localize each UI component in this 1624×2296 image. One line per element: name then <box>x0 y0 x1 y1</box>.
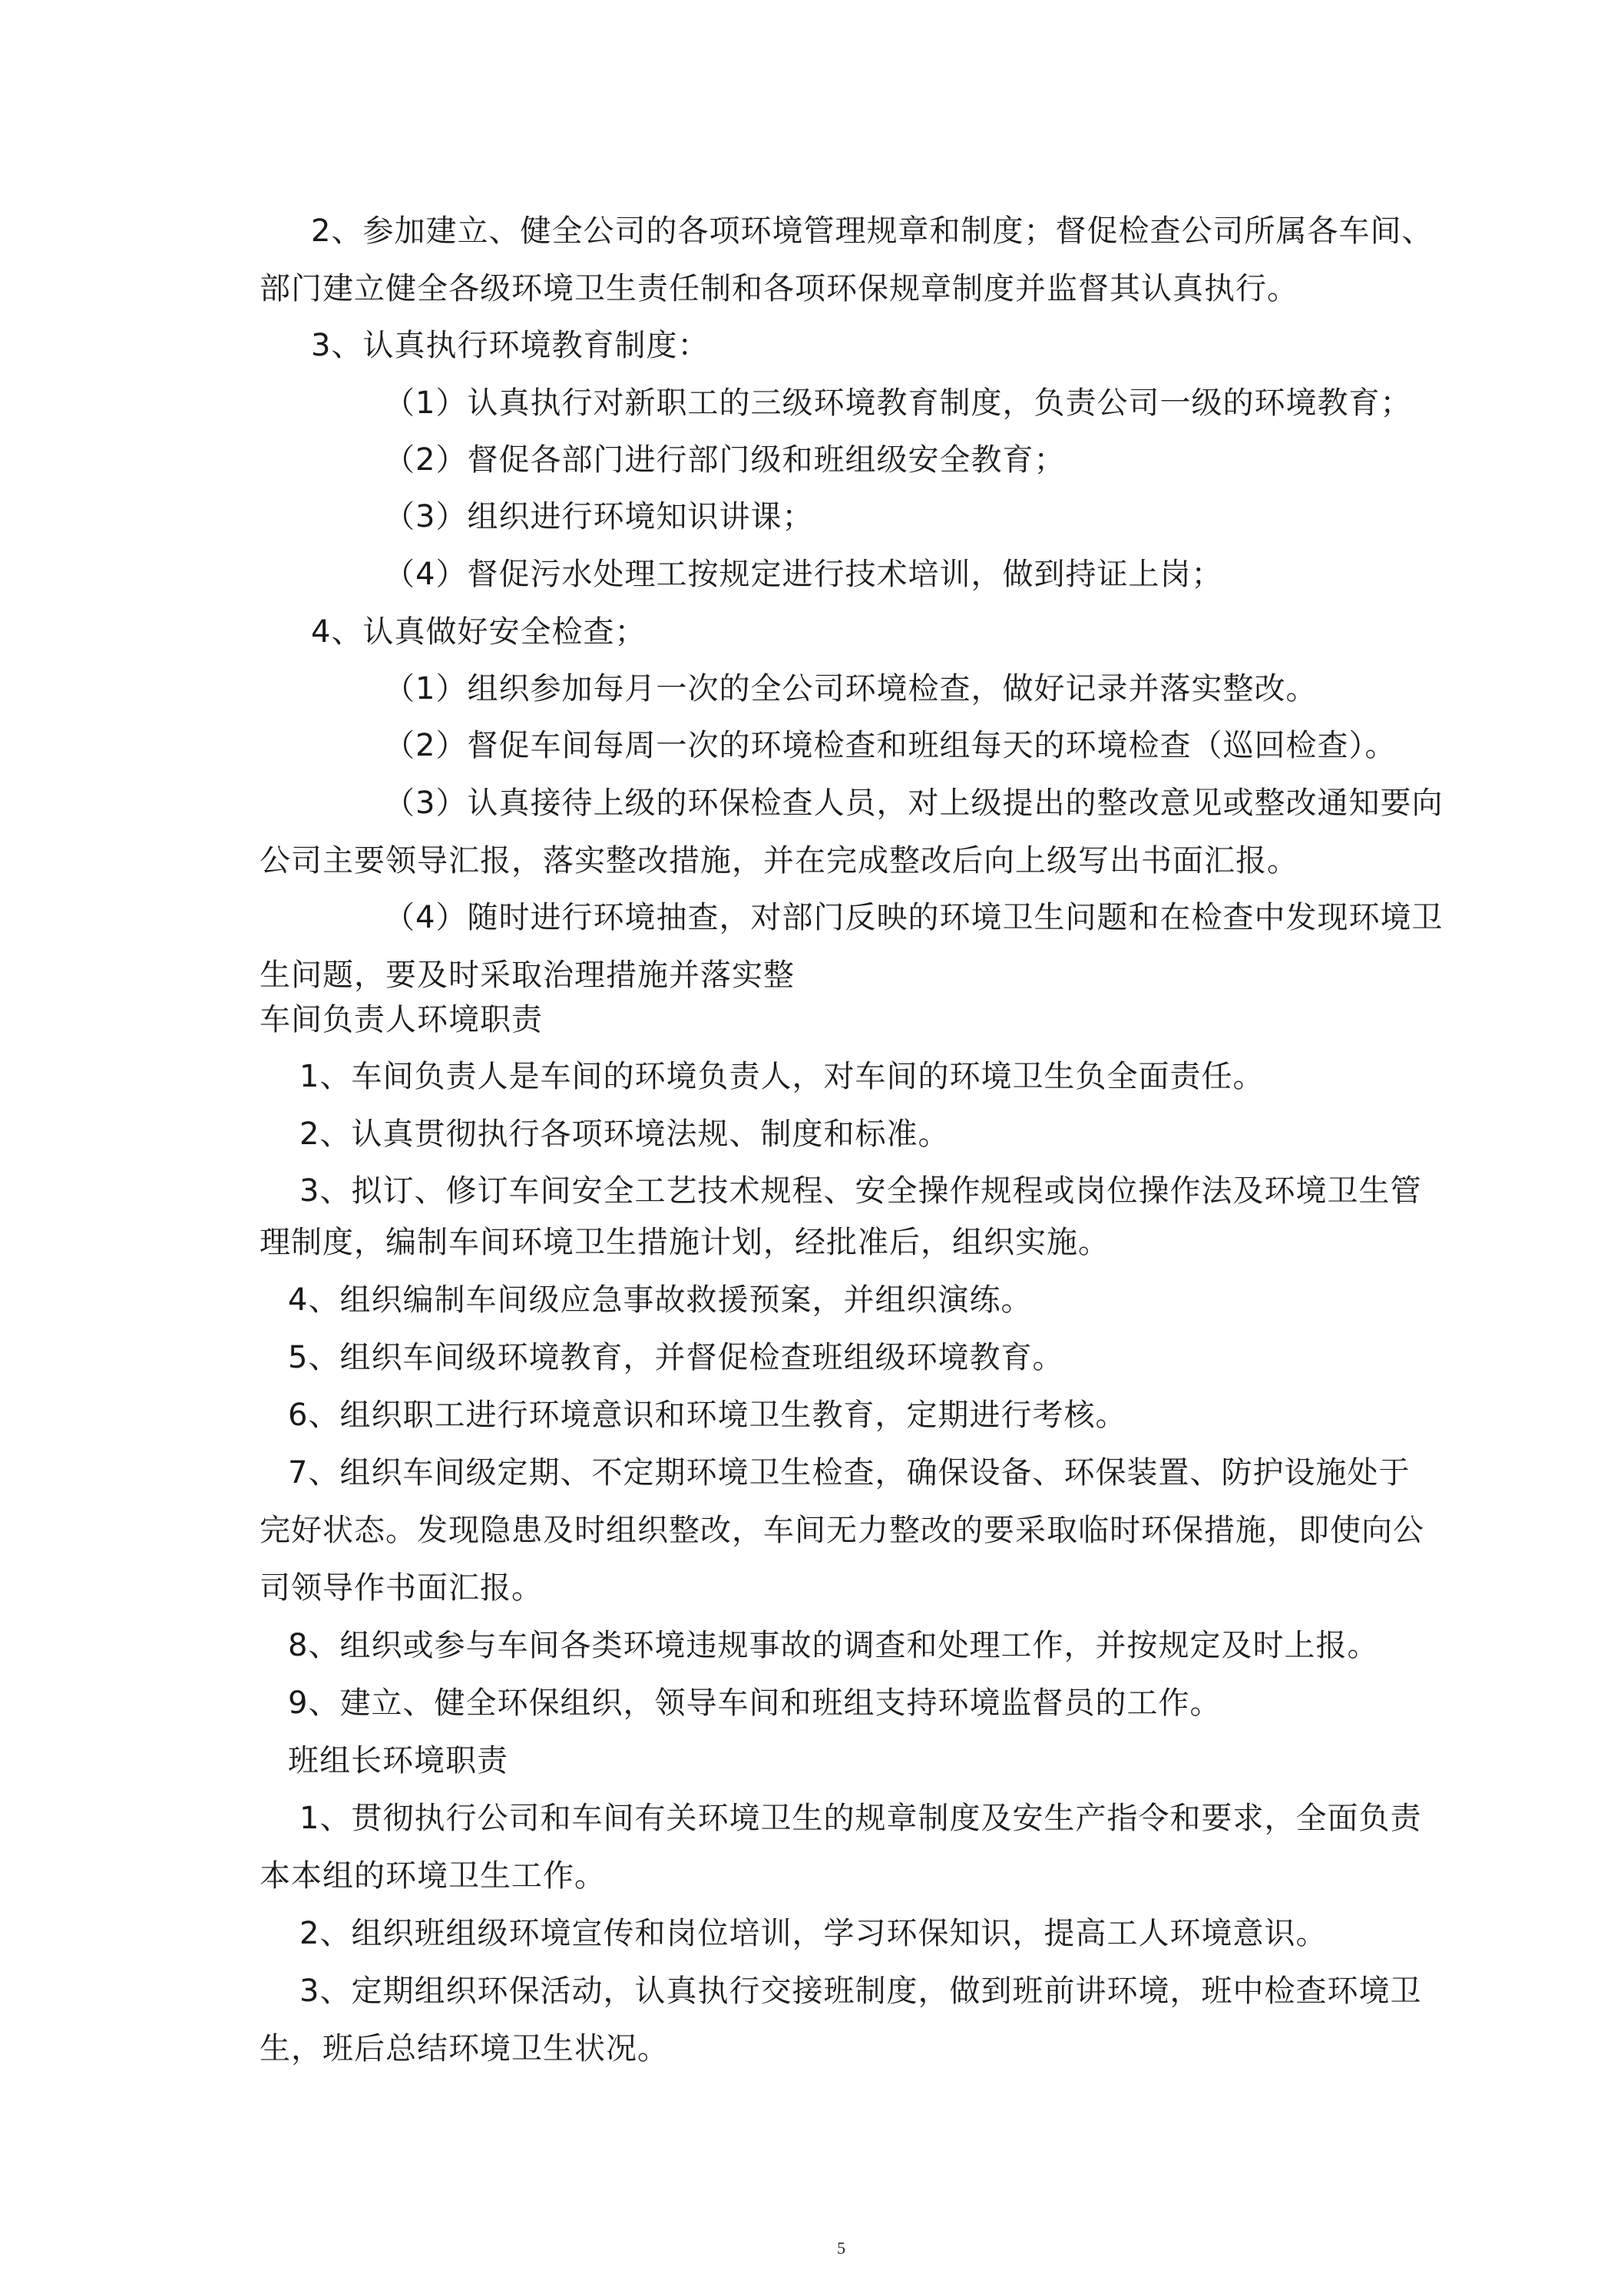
text-line-10: （2）督促车间每周一次的环境检查和班组每天的环境检查（巡回检查）。 <box>384 728 1397 763</box>
text-line-27: 9、建立、健全环保组织，领导车间和班组支持环境监督员的工作。 <box>288 1686 1222 1721</box>
heading-team-leader-responsibilities: 班组长环境职责 <box>288 1743 508 1778</box>
text-line-25: 司领导作书面汇报。 <box>260 1570 543 1606</box>
text-line-19: 理制度，编制车间环境卫生措施计划，经批准后，组织实施。 <box>260 1225 1110 1260</box>
text-line-18: 3、拟订、修订车间安全工艺技术规程、安全操作规程或岗位操作法及环境卫生管 <box>299 1173 1422 1209</box>
text-line-11: （3）认真接待上级的环保检查人员，对上级提出的整改意见或整改通知要向 <box>384 786 1444 821</box>
text-line-31: 2、组织班组级环境宣传和岗位培训，学习环保知识，提高工人环境意识。 <box>299 1916 1328 1951</box>
text-line-12: 公司主要领导汇报，落实整改措施，并在完成整改后向上级写出书面汇报。 <box>260 843 1298 878</box>
text-line-30: 本本组的环境卫生工作。 <box>260 1858 606 1894</box>
text-line-14: 生问题，要及时采取治理措施并落实整 <box>260 958 795 993</box>
text-line-7: （4）督促污水处理工按规定进行技术培训，做到持证上岗； <box>384 557 1223 592</box>
text-line-17: 2、认真贯彻执行各项环境法规、制度和标准。 <box>299 1117 950 1152</box>
text-line-24: 完好状态。发现隐患及时组织整改，车间无力整改的要采取临时环保措施，即使向公 <box>260 1513 1424 1548</box>
text-line-16: 1、车间负责人是车间的环境负责人，对车间的环境卫生负全面责任。 <box>299 1059 1265 1094</box>
text-line-29: 1、贯彻执行公司和车间有关环境卫生的规章制度及安生产指令和要求，全面负责 <box>299 1801 1422 1836</box>
heading-workshop-responsibilities: 车间负责人环境职责 <box>260 1002 543 1037</box>
text-line-23: 7、组织车间级定期、不定期环境卫生检查，确保设备、环保装置、防护设施处于 <box>288 1455 1411 1490</box>
text-line-9: （1）组织参加每月一次的全公司环境检查，做好记录并落实整改。 <box>384 671 1318 706</box>
text-line-21: 5、组织车间级环境教育，并督促检查班组级环境教育。 <box>288 1340 1064 1375</box>
text-line-13: （4）随时进行环境抽查，对部门反映的环境卫生问题和在检查中发现环境卫 <box>384 900 1444 935</box>
section-heading-3: 3、认真执行环境教育制度： <box>311 328 709 363</box>
text-line-5: （2）督促各部门进行部门级和班组级安全教育； <box>384 442 1066 478</box>
text-line-1: 2、参加建立、健全公司的各项环境管理规章和制度；督促检查公司所属各车间、 <box>311 213 1434 249</box>
text-line-2: 部门建立健全各级环境卫生责任制和各项环保规章制度并监督其认真执行。 <box>260 271 1298 306</box>
text-line-32: 3、定期组织环保活动，认真执行交接班制度，做到班前讲环境，班中检查环境卫 <box>299 1973 1422 2009</box>
section-heading-4: 4、认真做好安全检查； <box>311 614 647 650</box>
text-line-26: 8、组织或参与车间各类环境违规事故的调查和处理工作，并按规定及时上报。 <box>288 1628 1379 1663</box>
text-line-22: 6、组织职工进行环境意识和环境卫生教育，定期进行考核。 <box>288 1398 1127 1433</box>
text-line-33: 生，班后总结环境卫生状况。 <box>260 2031 669 2066</box>
text-line-6: （3）组织进行环境知识讲课； <box>384 499 814 534</box>
text-line-20: 4、组织编制车间级应急事故救援预案，并组织演练。 <box>288 1282 1033 1318</box>
text-line-4: （1）认真执行对新职工的三级环境教育制度，负责公司一级的环境教育； <box>384 385 1412 421</box>
page-number: 5 <box>837 2238 845 2258</box>
